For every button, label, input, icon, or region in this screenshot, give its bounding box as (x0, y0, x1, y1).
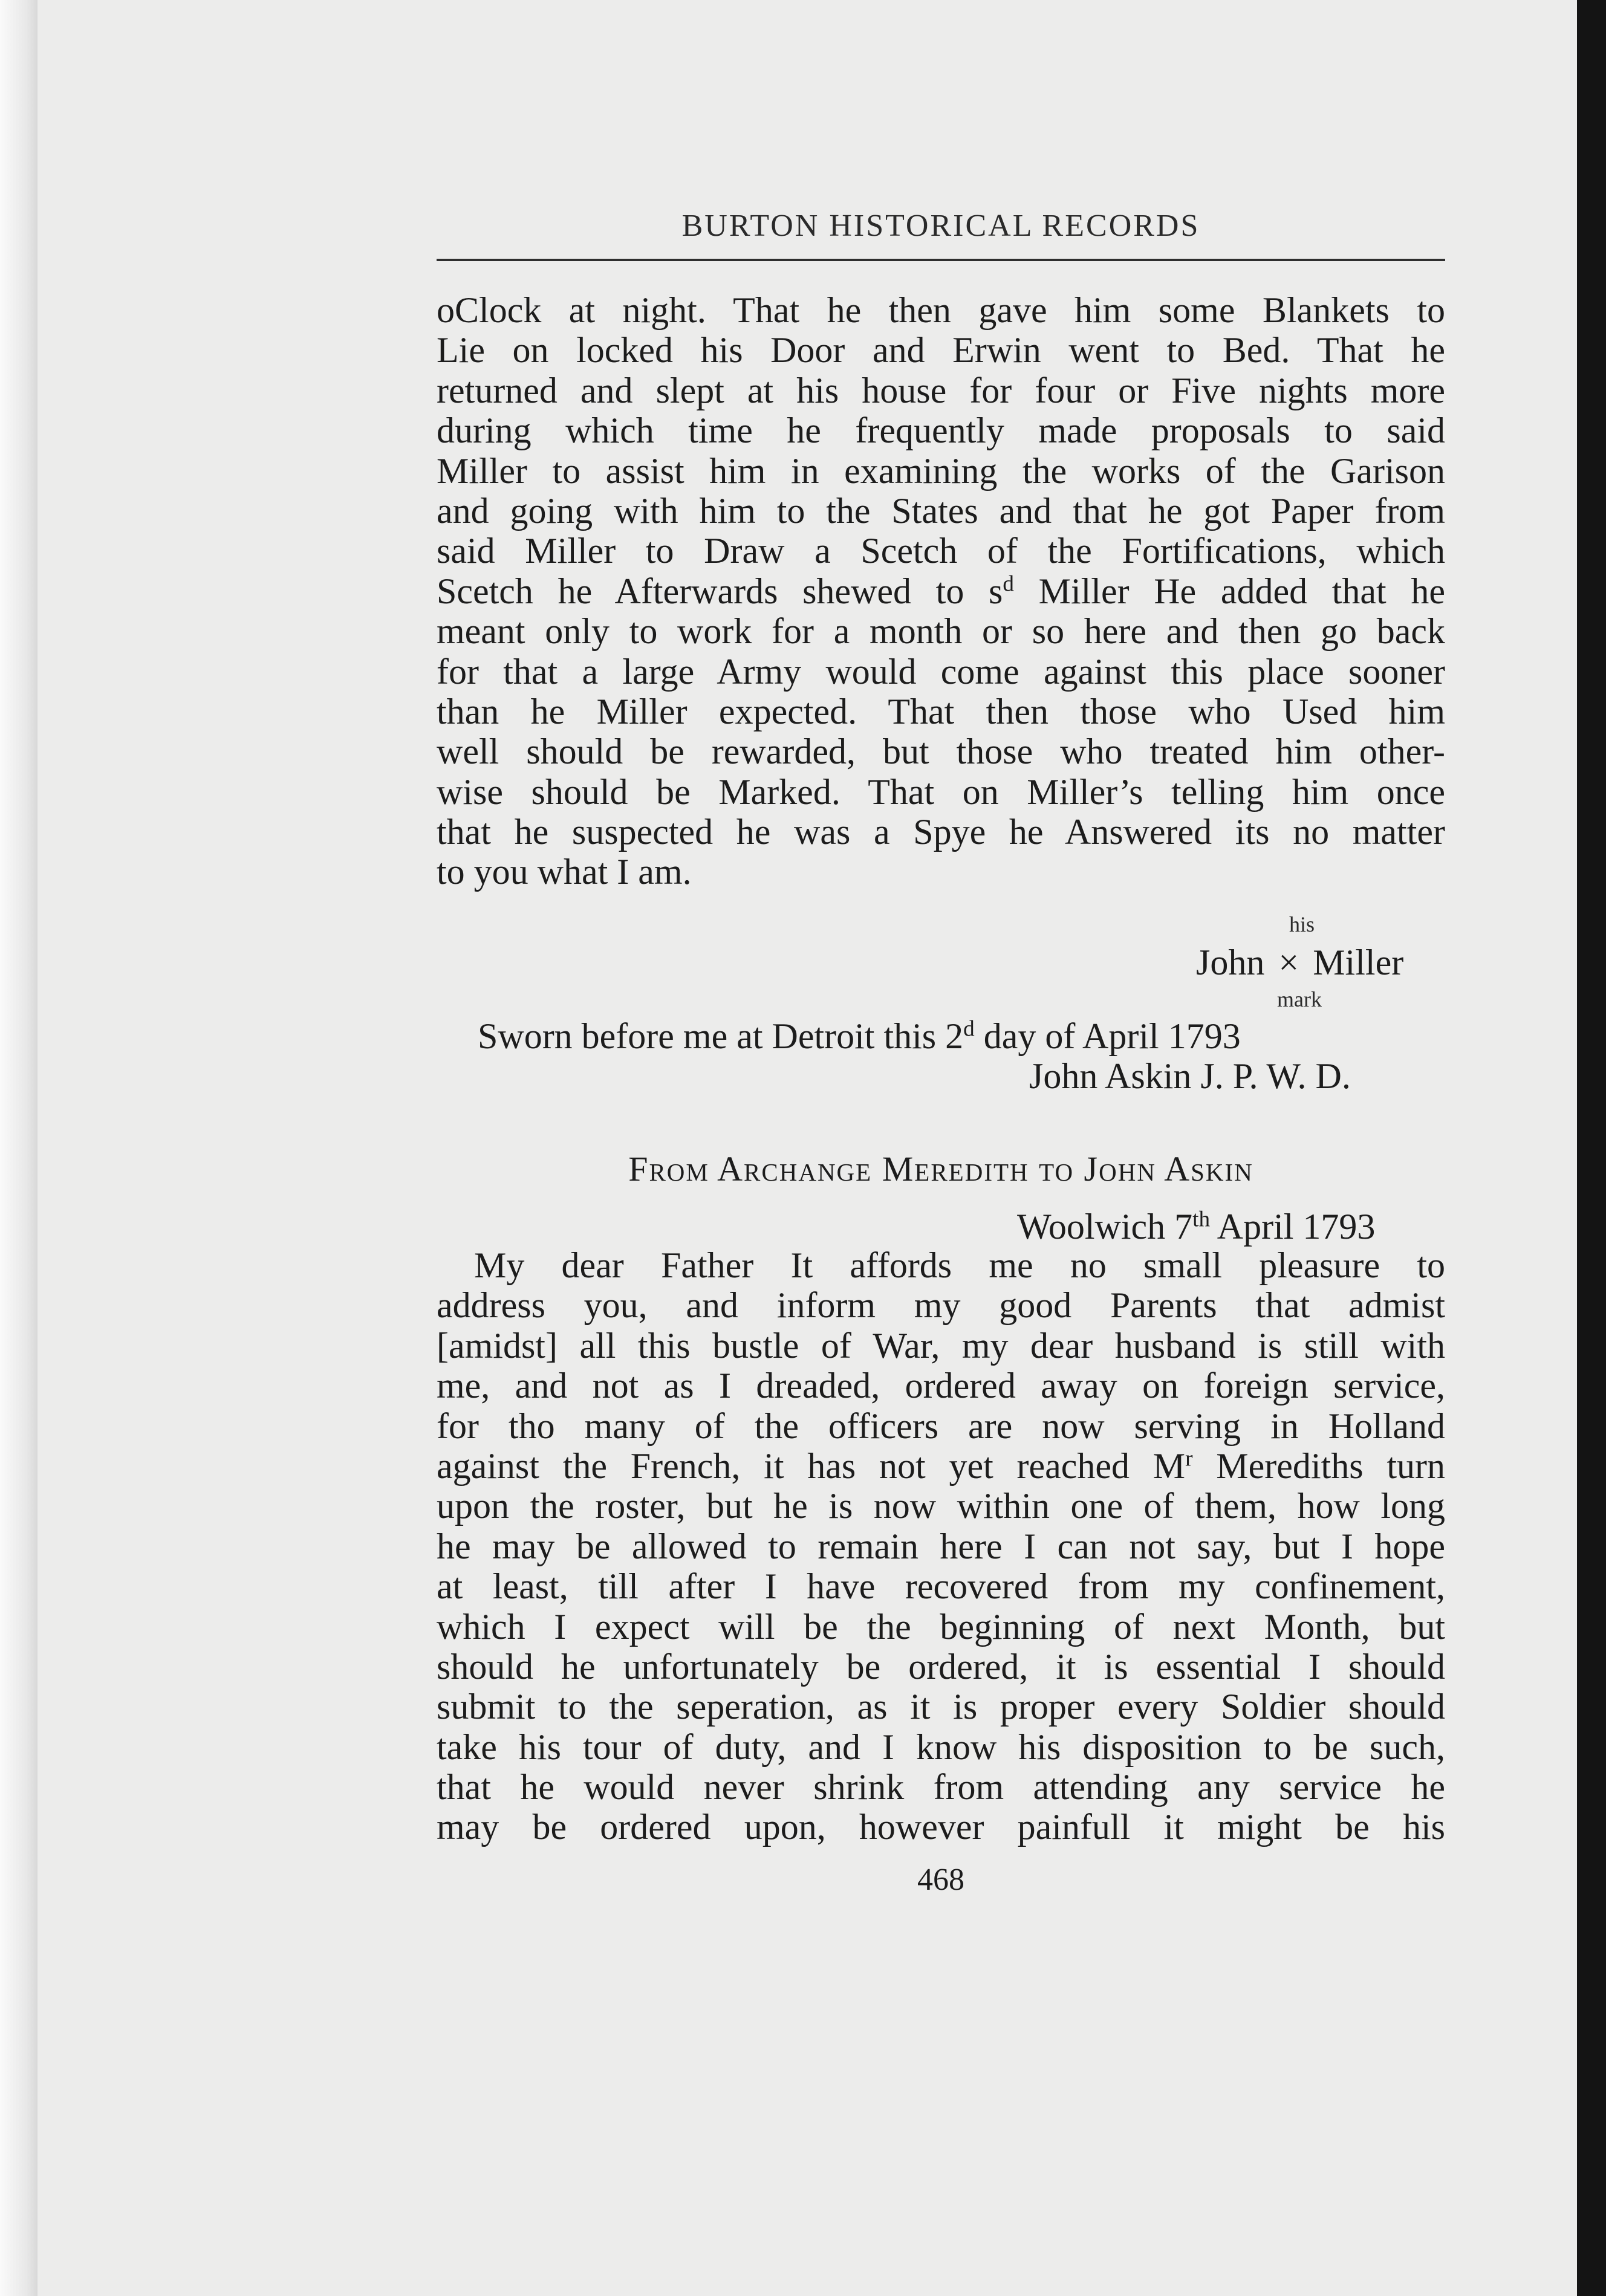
text-line: he may be allowed to remain here I can not say, but I hope (437, 1526, 1445, 1566)
text-line: My dear Father It affords me no small pleasure to (474, 1245, 1445, 1285)
signature-name (1196, 942, 1403, 984)
text-fragment: Woolwich 7 (1017, 1207, 1193, 1247)
text-fragment: Miller He added that he (1013, 571, 1445, 611)
text-line: address you, and inform my good Parents that admist (437, 1285, 1445, 1326)
text-line: and going with him to the States and that he got Paper from (437, 490, 1445, 531)
text-line (437, 1446, 1445, 1486)
text-fragment: Sworn before me at Detroit this 2 (478, 1016, 964, 1056)
letter-title: From Archange Meredith to John Askin (628, 1149, 1253, 1189)
text-line: submit to the seperation, as it is proper every Soldier should (437, 1687, 1445, 1727)
letter-text (437, 1245, 1445, 1847)
text-fragment: against the French, it has not yet reached M (437, 1445, 1186, 1486)
superscript: r (1185, 1446, 1193, 1471)
text-line: than he Miller expected. That then those who Used him (437, 691, 1445, 731)
text-line: should he unfortunately be ordered, it is essential I should (437, 1646, 1445, 1687)
text-line: said Miller to Draw a Scetch of the Fortifications, which (437, 531, 1445, 571)
superscript: d (963, 1016, 975, 1042)
header-rule (437, 259, 1445, 261)
scan-dark-edge (1577, 0, 1606, 2296)
text-line: Lie on locked his Door and Erwin went to Bed. That he (437, 330, 1445, 371)
text-line: for that a large Army would come against this place sooner (437, 651, 1445, 692)
text-fragment: Merediths turn (1192, 1445, 1445, 1486)
text-line: at least, till after I have recovered from my confinement, (437, 1566, 1445, 1607)
text-line (437, 571, 1445, 611)
text-line: me, and not as I dreaded, ordered away on foreign service, (437, 1366, 1445, 1406)
text-fragment: Scetch he Afterwards shewed to s (437, 571, 1003, 611)
running-header: BURTON HISTORICAL RECORDS (681, 209, 1200, 243)
letter-dateline (1017, 1206, 1375, 1248)
deposition-text (437, 290, 1445, 892)
text-line: returned and slept at his house for four or Five nights more (437, 370, 1445, 410)
sworn-line (478, 1016, 1241, 1057)
text-line: to you what I am. (437, 852, 692, 892)
text-line: take his tour of duty, and I know his disposition to be such, (437, 1727, 1445, 1767)
text-line: wise should be Marked. That on Miller’s telling him once (437, 771, 1445, 812)
superscript: d (1003, 571, 1014, 597)
text-line: meant only to work for a month or so here and then go back (437, 611, 1445, 652)
justice-signature: John Askin J. P. W. D. (1029, 1056, 1351, 1096)
signature-his: his (1289, 912, 1315, 936)
text-line: oClock at night. That he then gave him some Blankets to (437, 290, 1445, 330)
text-line: [amidst] all this bustle of War, my dear husband is still with (437, 1325, 1445, 1366)
text-line: during which time he frequently made proposals to said (437, 410, 1445, 451)
text-line: that he would never shrink from attending any service he (437, 1767, 1445, 1808)
text-line: upon the roster, but he is now within one of them, how long (437, 1486, 1445, 1526)
text-fragment: day of April 1793 (974, 1016, 1241, 1056)
text-line: Miller to assist him in examining the works of the Garison (437, 450, 1445, 491)
text-line: well should be rewarded, but those who treated him other- (437, 731, 1445, 772)
signature-mark: mark (1277, 987, 1322, 1011)
signature-first-name: John (1196, 942, 1265, 982)
superscript: th (1192, 1207, 1211, 1232)
text-line: which I expect will be the beginning of next Month, but (437, 1606, 1445, 1647)
text-line: may be ordered upon, however painfull it might be his (437, 1807, 1445, 1847)
text-line: that he suspected he was a Spye he Answered its no matter (437, 812, 1445, 852)
text-line: for tho many of the officers are now serving in Holland (437, 1406, 1445, 1446)
page-number: 468 (917, 1863, 964, 1897)
signature-x-mark: × (1278, 942, 1299, 982)
signature-last-name: Miller (1313, 942, 1404, 982)
page-left-margin (0, 0, 37, 2296)
text-fragment: April 1793 (1210, 1207, 1376, 1247)
